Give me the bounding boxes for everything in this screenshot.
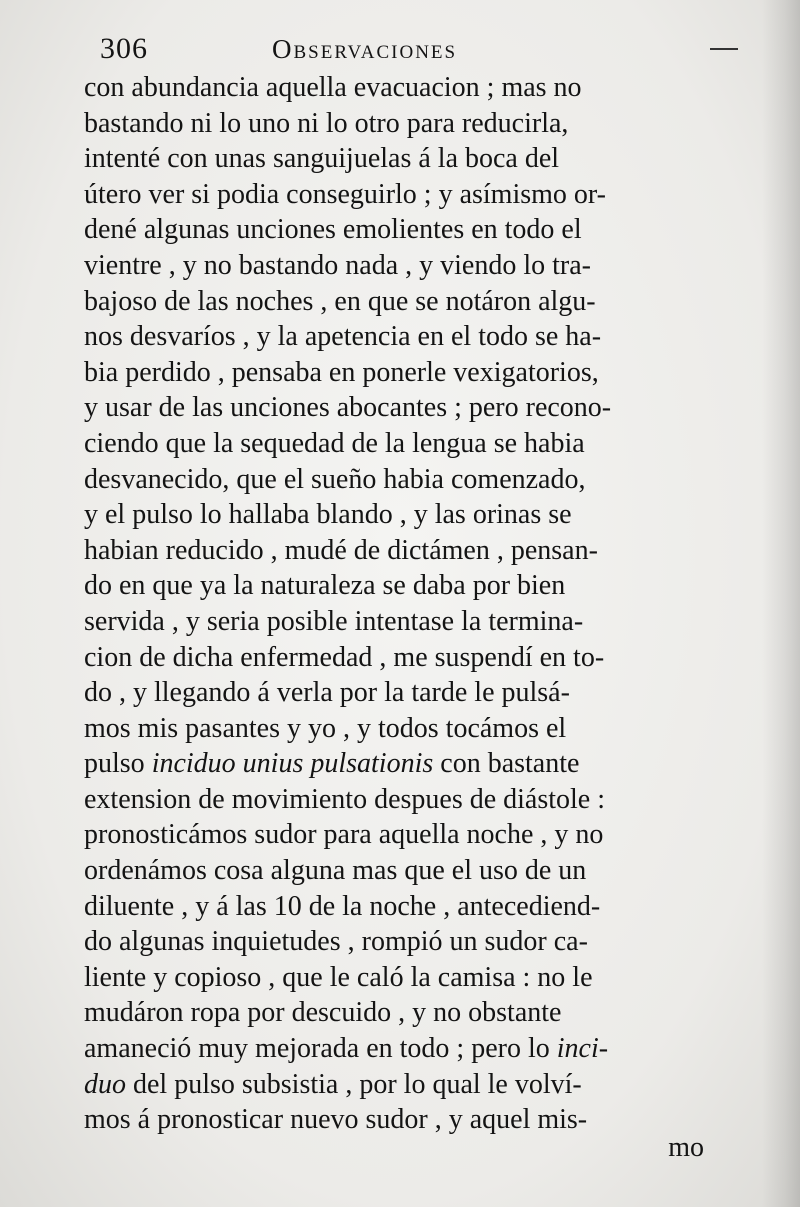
page-header [100,28,740,72]
header-rule [710,48,738,50]
text-line [84,1031,704,1067]
body-text [84,70,704,1138]
text-segment: con bastante [433,748,580,780]
text-line: servida , y seria posible intentase la termina- [84,605,584,637]
text-line: mudáron ropa por descuido , y no obstante [84,997,562,1029]
page-number: 306 [100,32,148,65]
text-line: y el pulso lo hallaba blando , y las orinas se [84,499,572,531]
text-line: cion de dicha enfermedad , me suspendí en to- [84,641,605,673]
text-line: útero ver si podia conseguirlo ; y asímismo or- [84,178,607,210]
text-line: bastando ni lo uno ni lo otro para reducirla, [84,107,569,139]
text-line: bia perdido , pensaba en ponerle vexigatorios, [84,356,599,388]
text-line: ordenámos cosa alguna mas que el uso de un [84,855,587,887]
italic-latin-phrase: inciduo unius pulsationis [151,748,434,780]
text-line: pronosticámos sudor para aquella noche , y no [84,819,604,851]
text-line: dené algunas unciones emolientes en todo el [84,214,582,246]
text-line: extension de movimiento despues de diástole : [84,783,606,815]
text-line: diluente , y á las 10 de la noche , antecediend- [84,890,601,922]
text-segment: del pulso subsistia , por lo qual le volví- [126,1068,582,1100]
text-line: habian reducido , mudé de dictámen , pensan- [84,534,598,566]
text-line: vientre , y no bastando nada , y viendo lo tra- [84,249,591,281]
italic-latin-phrase: duo [84,1068,126,1100]
text-segment: amaneció muy mejorada en todo ; pero lo [84,1033,557,1065]
italic-latin-phrase: inci- [556,1033,609,1065]
text-line: do en que ya la naturaleza se daba por bien [84,570,566,602]
text-line: mos mis pasantes y yo , y todos tocámos el [84,712,567,744]
text-line: mos á pronosticar nuevo sudor , y aquel mis- [84,1104,588,1136]
text-line: ciendo que la sequedad de la lengua se habia [84,427,585,459]
text-line: intenté con unas sanguijuelas á la boca del [84,143,560,175]
text-line: nos desvaríos , y la apetencia en el todo se ha- [84,321,602,353]
text-segment: pulso [84,748,152,780]
text-line: con abundancia aquella evacuacion ; mas no [84,72,582,103]
text-line: do algunas inquietudes , rompió un sudor ca- [84,926,588,958]
catchword: mo [668,1132,704,1163]
text-line: do , y llegando á verla por la tarde le pulsá- [84,677,570,709]
text-line [84,1067,704,1103]
page-edge-shadow [762,0,800,1207]
text-line [84,746,704,782]
text-line: liente y copioso , que le caló la camisa : no le [84,961,593,993]
running-head: Observaciones [272,34,458,64]
text-line: desvanecido, que el sueño habia comenzado, [84,463,586,495]
text-line: y usar de las unciones abocantes ; pero recono- [84,392,612,424]
text-line: bajoso de las noches , en que se notáron algu- [84,285,596,317]
